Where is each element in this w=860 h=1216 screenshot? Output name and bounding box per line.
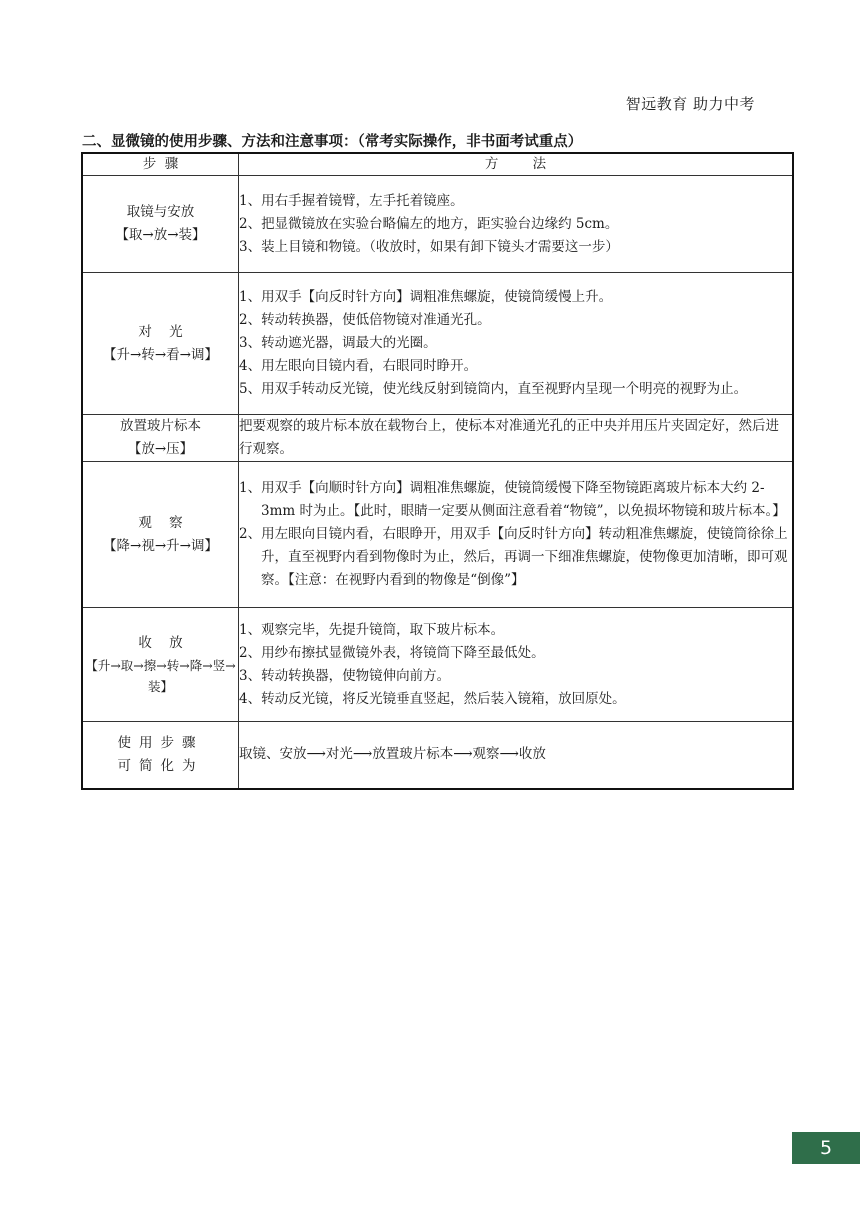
section-title: 二、显微镜的使用步骤、方法和注意事项：（常考实际操作，非书面考试重点）: [82, 134, 583, 150]
header-step: 步 骤: [82, 153, 239, 176]
method-item: 1、观察完毕，先提升镜筒，取下玻片标本。: [239, 621, 505, 638]
table-header-row: [82, 153, 793, 176]
header-method: 方 法: [239, 153, 794, 176]
method-item: 4、用左眼向目镜内看，右眼同时睁开。: [239, 358, 478, 374]
method-cell: [239, 415, 794, 462]
page-number-badge: 5: [792, 1132, 860, 1164]
method-item: 取镜、安放⟶对光⟶放置玻片标本⟶观察⟶收放: [239, 746, 546, 763]
step-cell: [82, 462, 239, 608]
method-item: 3、装上目镜和物镜。（收放时，如果有卸下镜头才需要这一步）: [239, 238, 619, 255]
method-item: 把要观察的玻片标本放在载物台上，使标本对准通光孔的正中央并用压片夹固定好，然后进行观察。: [239, 418, 779, 457]
step-cell: [82, 273, 239, 415]
method-item: 1、用右手握着镜臂，左手托着镜座。: [239, 192, 464, 209]
table-row: [82, 176, 793, 273]
method-item: 5、用双手转动反光镜，使光线反射到镜筒内，直至视野内呈现一个明亮的视野为止。: [239, 381, 748, 397]
step-cell: [82, 176, 239, 273]
step-cell: [82, 722, 239, 789]
method-item: 2、用左眼向目镜内看，右眼睁开，用双手【向反时针方向】转动粗准焦螺旋，使镜筒徐徐上升，直至视野内看到物像时为止，然后，再调一下细准焦螺旋，使物像更加清晰，即可观察。【注意：在视野内看到的物像是“倒像”】: [239, 526, 788, 588]
step-sequence: 【降→视→升→调】: [103, 537, 218, 554]
method-item: 3、转动遮光器，调最大的光圈。: [239, 335, 437, 351]
steps-table: [81, 152, 794, 790]
step-name: 对 光: [138, 323, 183, 340]
page-header: 智远教育 助力中考: [625, 95, 755, 113]
step-name: 取镜与安放: [126, 204, 195, 220]
step-name: 放置玻片标本: [120, 418, 201, 434]
method-cell: [239, 462, 794, 608]
step-sequence: 【取→放→装】: [115, 227, 206, 243]
step-sequence: 可简化为: [117, 757, 204, 774]
step-cell: [82, 415, 239, 462]
method-item: 4、转动反光镜，将反光镜垂直竖起，然后装入镜箱，放回原处。: [239, 690, 626, 707]
step-name: 使用步骤: [117, 734, 204, 751]
step-sequence: 【放→压】: [127, 441, 194, 457]
method-item: 1、用双手【向反时针方向】调粗准焦螺旋，使镜筒缓慢上升。: [239, 289, 613, 305]
method-item: 1、用双手【向顺时针方向】调粗准焦螺旋，使镜筒缓慢下降至物镜距离玻片标本大约 2-3mm 时为止。【此时，眼睛一定要从侧面注意看着“物镜”，以免损坏物镜和玻片标本。】: [239, 480, 786, 519]
table-row: [82, 722, 793, 789]
method-cell: [239, 608, 794, 722]
step-name: 收 放: [138, 635, 183, 651]
method-item: 2、用纱布擦拭显微镜外表，将镜筒下降至最低处。: [239, 644, 545, 661]
method-item: 3、转动转换器，使物镜伸向前方。: [239, 667, 451, 684]
method-cell: [239, 273, 794, 415]
method-item: 2、转动转换器，使低倍物镜对准通光孔。: [239, 312, 491, 328]
table-row: [82, 608, 793, 722]
step-sequence: 【升→取→擦→转→降→竖→装】: [85, 658, 236, 694]
step-sequence: 【升→转→看→调】: [103, 346, 218, 363]
method-item: 2、把显微镜放在实验台略偏左的地方，距实验台边缘约 5cm。: [239, 215, 619, 232]
table-row: [82, 462, 793, 608]
table-row: [82, 273, 793, 415]
table-row: [82, 415, 793, 462]
step-name: 观 察: [138, 514, 183, 531]
step-cell: [82, 608, 239, 722]
method-cell: [239, 176, 794, 273]
method-cell: [239, 722, 794, 789]
